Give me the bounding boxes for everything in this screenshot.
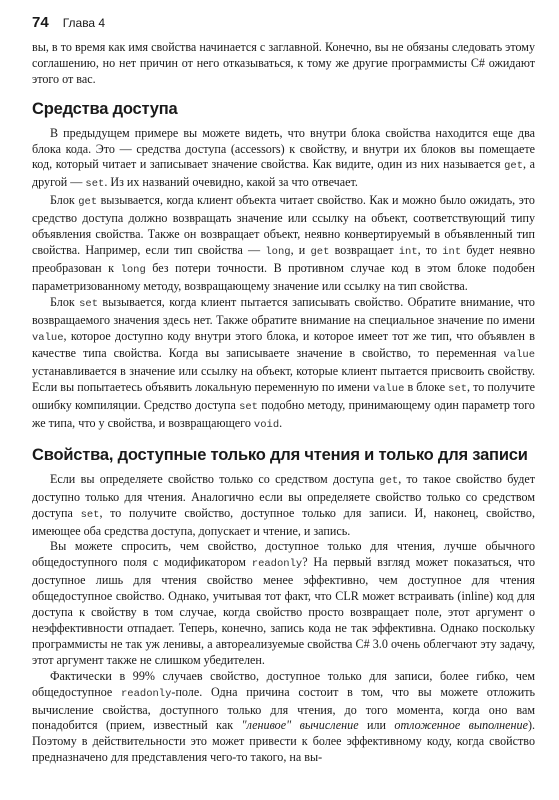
text-run: Если вы определяете свойство только со средством доступа — [50, 471, 380, 486]
paragraph-set-block — [32, 295, 535, 434]
inline-code: get — [310, 245, 330, 258]
inline-code: get — [379, 474, 399, 487]
text-run: , то такое свойство будет доступно только для чтения. Аналогично если вы определяете свойство только со средством доступа — [32, 471, 535, 520]
text-run: , и — [290, 242, 311, 257]
text-run: В предыдущем примере вы можете видеть, что внутри блока свойства находится еще два блока кода. Это — средства доступа (accessors) к свойству, и внутри их блоков вы помещаете код, который читает и записывает значение свойства. Как видите, один из них называется — [32, 125, 535, 172]
emphasis-text: "ленивое" вычисление — [241, 718, 359, 733]
text-run: , которое доступно коду внутри этого блока, и которое имеет тот же тип, что объявлен в качестве типа свойства. Когда вы записываете значение в свойство, то переменная — [32, 328, 535, 361]
inline-code: set — [85, 178, 105, 191]
page-header — [32, 14, 535, 36]
text-run: , то получите свойство, доступное только для записи. И, наконец, свойство, имеющее оба средства доступа, допускает и чтение, и запись. — [32, 505, 536, 538]
text-run: , то — [417, 242, 443, 257]
text-run: в блоке — [404, 380, 449, 395]
paragraph-readonly-writeonly — [32, 472, 535, 540]
text-run: устанавливается в значение или ссылку на объект, которые клиент пытается присвоить свойству. Если вы попытаетесь объявить локальную переменную по имени — [32, 364, 535, 395]
section-heading-accessors: Средства доступа — [32, 99, 178, 118]
paragraph-readonly-vs-field — [32, 539, 535, 668]
inline-code: get — [504, 160, 524, 173]
text-run: , то получите ошибку компиляции. Средство доступа — [32, 380, 535, 413]
inline-code: readonly — [121, 687, 172, 700]
body-text — [32, 40, 535, 766]
inline-code: get — [78, 196, 98, 209]
text-run: возвращает — [329, 242, 399, 257]
text-run: вызывается, когда клиент пытается записывать свойство. Обратите внимание, что возвращаемого значения здесь нет. Также обратите внимание на специальное значение по имени — [32, 294, 535, 327]
text-run: . — [279, 416, 283, 431]
text-run: ). Поэтому в действительности это может привести к более эффективному коду, когда свойство предназначено для представления чего-то такого, на вы- — [32, 718, 535, 765]
text-run: или — [358, 718, 395, 733]
text-run: будет неявно преобразован к — [32, 242, 535, 275]
text-run: вы, в то время как имя свойства начинается с заглавной. Конечно, вы не обязаны следовать этому соглашению, но нет причин от него отказываться, к тому же другие программисты C# ожидают этого от вас. — [32, 40, 535, 86]
paragraph-continuation — [32, 40, 535, 88]
text-run: , а другой — — [32, 157, 535, 190]
text-run: подобно методу, принимающему один параметр того же типа, что у свойства, и возвращающего — [32, 398, 535, 431]
inline-code: value — [32, 331, 64, 344]
text-run: без потери точности. В противном случае код в этом блоке подобен параметризованному методу, возвращающему значение или ссылку на тип свойства. — [32, 260, 535, 293]
inline-code: set — [79, 297, 99, 310]
text-run: -поле. Одна причина состоит в том, что вы можете отложить вычисление свойства, доступного только для чтения, до того момента, когда оно вам понадобится (прием, известный как — [32, 684, 535, 733]
inline-code: long — [120, 263, 146, 276]
chapter-title: Глава 4 — [62, 16, 106, 30]
inline-code: int — [442, 245, 462, 258]
text-run: . Из их названий очевидно, какой за что отвечает. — [104, 175, 358, 190]
inline-code: set — [448, 383, 468, 396]
inline-code: int — [398, 245, 418, 258]
section-heading-readonly-writeonly: Свойства, доступные только для чтения и только для записи — [32, 445, 528, 464]
paragraph-accessors-intro — [32, 126, 535, 194]
paragraph-flexibility — [32, 669, 535, 766]
text-run: вызывается, когда клиент объекта читает свойство. Как и можно было ожидать, это средство доступа должно возвращать значение или ссылку на объект, соответствующий типу объявления свойства. Также он возвращает объект, неявно конвертируемый в объявленный тип свойства. Например, если тип свойства — — [32, 193, 535, 257]
inline-code: value — [503, 349, 535, 362]
emphasis-text: отложенное выполнение — [394, 718, 528, 733]
inline-code: long — [265, 245, 291, 258]
inline-code: value — [372, 383, 405, 396]
text-run: Вы можете спросить, чем свойство, доступное только для чтения, лучше обычного общедоступного поля с модификатором — [32, 539, 535, 570]
text-run: Фактически в 99% случаев свойство, доступное только для записи, более гибко, чем общедоступное — [32, 668, 535, 699]
inline-code: void — [253, 419, 280, 432]
text-run: ? На первый взгляд может показаться, что доступное лишь для чтения свойство менее эффективно, чем доступное для чтения общедоступное свойство. Однако, учитывая тот факт, что CLR может встраивать (inline) код для доступа к свойству в том случае, когда свойство просто возвращает поле, этот аргумент о неэффективности отпадает. Теперь, конечно, запись кода не так эффективна. Однако поскольку программисты не так уж ленивы, а автореализуемые свойства C# 3.0 очень облегчают эту задачу, этот аргумент также не слишком убедителен. — [32, 555, 535, 667]
inline-code: set — [80, 508, 100, 521]
inline-code: readonly — [251, 558, 303, 571]
text-run: Блок — [50, 193, 79, 208]
text-run: Блок — [50, 294, 80, 309]
inline-code: set — [239, 401, 258, 414]
page-number: 74 — [32, 14, 49, 31]
paragraph-get-block — [32, 193, 535, 294]
